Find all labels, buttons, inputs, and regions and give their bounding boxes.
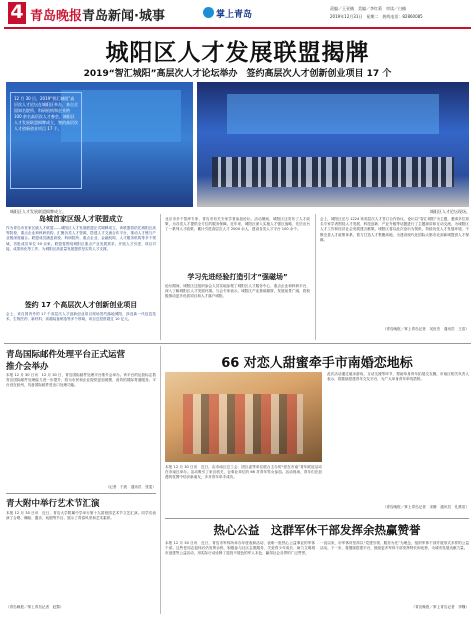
stage-banner: [227, 94, 439, 134]
date-hotline: 2019年12月31日 星期二 热线电话：82860085: [330, 14, 423, 19]
lead-subheadline: 2019“智汇城阳”高层次人才论坛举办 签约高层次人才创新创业项目 17 个: [83, 69, 392, 79]
left-headline: 青岛国际邮件处理平台正式运营: [6, 350, 126, 360]
section-title: 青岛新闻·城事: [82, 9, 165, 24]
page-number: 4: [10, 1, 24, 23]
mid-photo-couples: [183, 394, 303, 454]
app-logo-icon: [203, 7, 214, 18]
lead-intro: 12 月 30 日，2019“智汇城阳”高层次人才论坛在城阳区举办，来自全国知名院所、科研机构和企业的 100 余名高层次人才参会。城阳区人才发展联盟揭牌成立，签约高层次人才创新创业项目 17 个。: [14, 96, 78, 131]
col-divider-1: [160, 214, 161, 340]
col2-body2: 论坛期间，城阳区还组织参会人员实地参观了城阳区人才服务中心、重点企业和科研平台，深入了解城阳区人才发展环境。与会专家表示，城阳区产业基础雄厚，发展前景广阔，将积极推动更多优质项目和人才落户城阳。: [165, 284, 310, 299]
app-name: 掌上青岛: [216, 10, 253, 20]
intro-box: [10, 92, 82, 189]
section-rule-2: [165, 518, 469, 519]
paper-name: 青岛晚报: [30, 9, 83, 24]
left-byline2: （青岛晚报／掌上青岛记者 赵黎）: [6, 605, 64, 609]
left-headline2: 青大附中举行艺术节汇演: [6, 499, 100, 509]
lead-photo-left: [6, 82, 193, 207]
editor-credits: 责编／王亚楠 美编／李红莉 审读／白楠: [330, 6, 406, 11]
lead-photo-right: [197, 82, 469, 207]
col-divider-3: [160, 346, 161, 614]
mid-right-body: 此次活动通过破冰游戏、互动交流等环节，帮助单身青年拓展交友圈。市南区相关负责人表示，将继续搭建青年交友平台，为广大单身青年牵线搭桥。: [327, 372, 469, 382]
col1-heading2: 签约 17 个高层次人才创新创业项目: [24, 301, 138, 309]
col3-byline: （青岛晚报／掌上青岛记者 吴世杰 通讯员 王浩）: [382, 327, 469, 331]
mid-photo: [165, 372, 322, 462]
left-subheadline: 推介会举办: [6, 362, 49, 372]
col1-heading: 岛城首家区级人才联盟成立: [39, 215, 123, 223]
mid-byline: （青岛晚报／掌上青岛记者 宋姗 通讯员 孔维浩）: [382, 505, 469, 509]
left-rule: [6, 493, 156, 494]
section-rule-1: [4, 343, 471, 344]
lead-photo-caption: 城阳区人才发展联盟揭牌成立。: [10, 209, 66, 214]
col2-body: 北京市多个智库专家、青岛市有关专家学者参加论坛。活动期间，城阳区还发布了人才政策，为各类人才提供全方位的服务保障。近年来，城阳区深入实施人才强区战略，先后出台了一系列人才政策，累计引进高层次人才 2000 余人，建设各类人才平台 100 余个。: [165, 217, 310, 232]
col1-body2: 会上，来自国内外的 17 个高层次人才创新创业项目现场签约落地城阳，涉及新一代信息技术、生物医药、新材料、高端装备制造等多个领域，项目总投资超过 10 亿元。: [6, 312, 156, 322]
bottom-body: 本报 12 月 30 日讯 近日，青岛市军休所举办年度表彰活动，表彰一批热心公益事业的军休干部。这些老同志退休后仍发挥余热，积极参与社区志愿服务、关爱青少年成长、助力文明城市创建等公益活动，用实际行动诠释了退役不褪色的军人本色，赢得社会各界的广泛赞誉。: [165, 541, 315, 556]
left-byline: （记者 于波 通讯员 张雯）: [105, 485, 156, 489]
left-body2: 本报 12 月 30 日讯 近日，青岛大学附属中学举行第十九届校园艺术节文艺汇演。同学们表演了合唱、舞蹈、器乐、戏剧等节目，展示了青春风采和艺术素养。: [6, 511, 156, 521]
col3-body: 会上，城阳区还与 1224 家高层次人才签订合作协议。论坛以“智汇城阳”为主题，邀请多位知名专家学者围绕人才发展、科技创新、产业升级等话题进行了主题演讲和互动交流，为城阳区人才工作和经济社会发展建言献策。城阳区将以此次论坛为契机，持续优化人才发展环境，不断完善人才政策体系，着力打造人才集聚高地，为建设现代化国际大都市北部新城提供人才保障。: [320, 217, 469, 242]
masthead: [0, 0, 475, 30]
col-divider-2: [315, 214, 316, 340]
mid-left-body: 本报 12 月 30 日讯 近日，由市南区总工会、团区委等单位联合主办的“爱在市南”青年联谊活动在市南区举办。活动吸引了来自机关、企事业单位的 66 对青年男女参加。活动现场，青年们在浪漫的氛围中结识新朋友，多对青年牵手成功。: [165, 465, 322, 480]
bottom-body-right: 一直以来，市军休所坚持以“党建引领、服务为先”为理念，组织军休干部开展形式多样的公益活动。下一步，将继续搭建平台，鼓励更多军休干部发挥特长和优势，为城市发展贡献力量。: [320, 541, 469, 551]
col1-body: 作为青岛市首家区级人才联盟——城阳区人才发展联盟正式揭牌成立。该联盟将依托城阳区高等院校、重点企业和科研机构，汇聚各类人才资源，搭建人才交流合作平台，推动人才链与产业链深度融合。联盟成员涵盖高校、科研院所、重点企业、金融机构、人才服务机构等多个领域，首批成员单位 50 余家。联盟将围绕城阳区重点产业发展需求，开展人才引进、项目对接、成果转化等工作，为城阳区高质量发展提供坚实的人才支撑。: [6, 226, 156, 251]
bottom-headline: 热心公益 这群军休干部发挥余热赢赞誉: [213, 523, 421, 537]
lead-headline: 城阳区人才发展联盟揭牌: [105, 40, 370, 66]
left-body: 本报 12 月 30 日讯 12 月 30 日，青岛国际邮件处理平台推介会举办。该平台的运营标志着青岛国际邮件处理能力进一步提升，将为市民和企业提供更加便捷、高效的国际寄递服务。平台设在胶州，具备国际邮件进出口处理功能。: [6, 373, 156, 388]
masthead-rule: [4, 27, 471, 29]
lead-photo-right-caption: 城阳区人才论坛现场。: [430, 209, 470, 214]
bottom-byline: （青岛晚报／掌上青岛记者 李魏）: [411, 605, 469, 609]
mid-headline: 66 对恋人甜蜜牵手市南婚恋地标: [221, 356, 413, 371]
stage-people: [212, 157, 454, 187]
col2-heading: 学习先进经验打造引才“强磁场”: [187, 273, 288, 281]
